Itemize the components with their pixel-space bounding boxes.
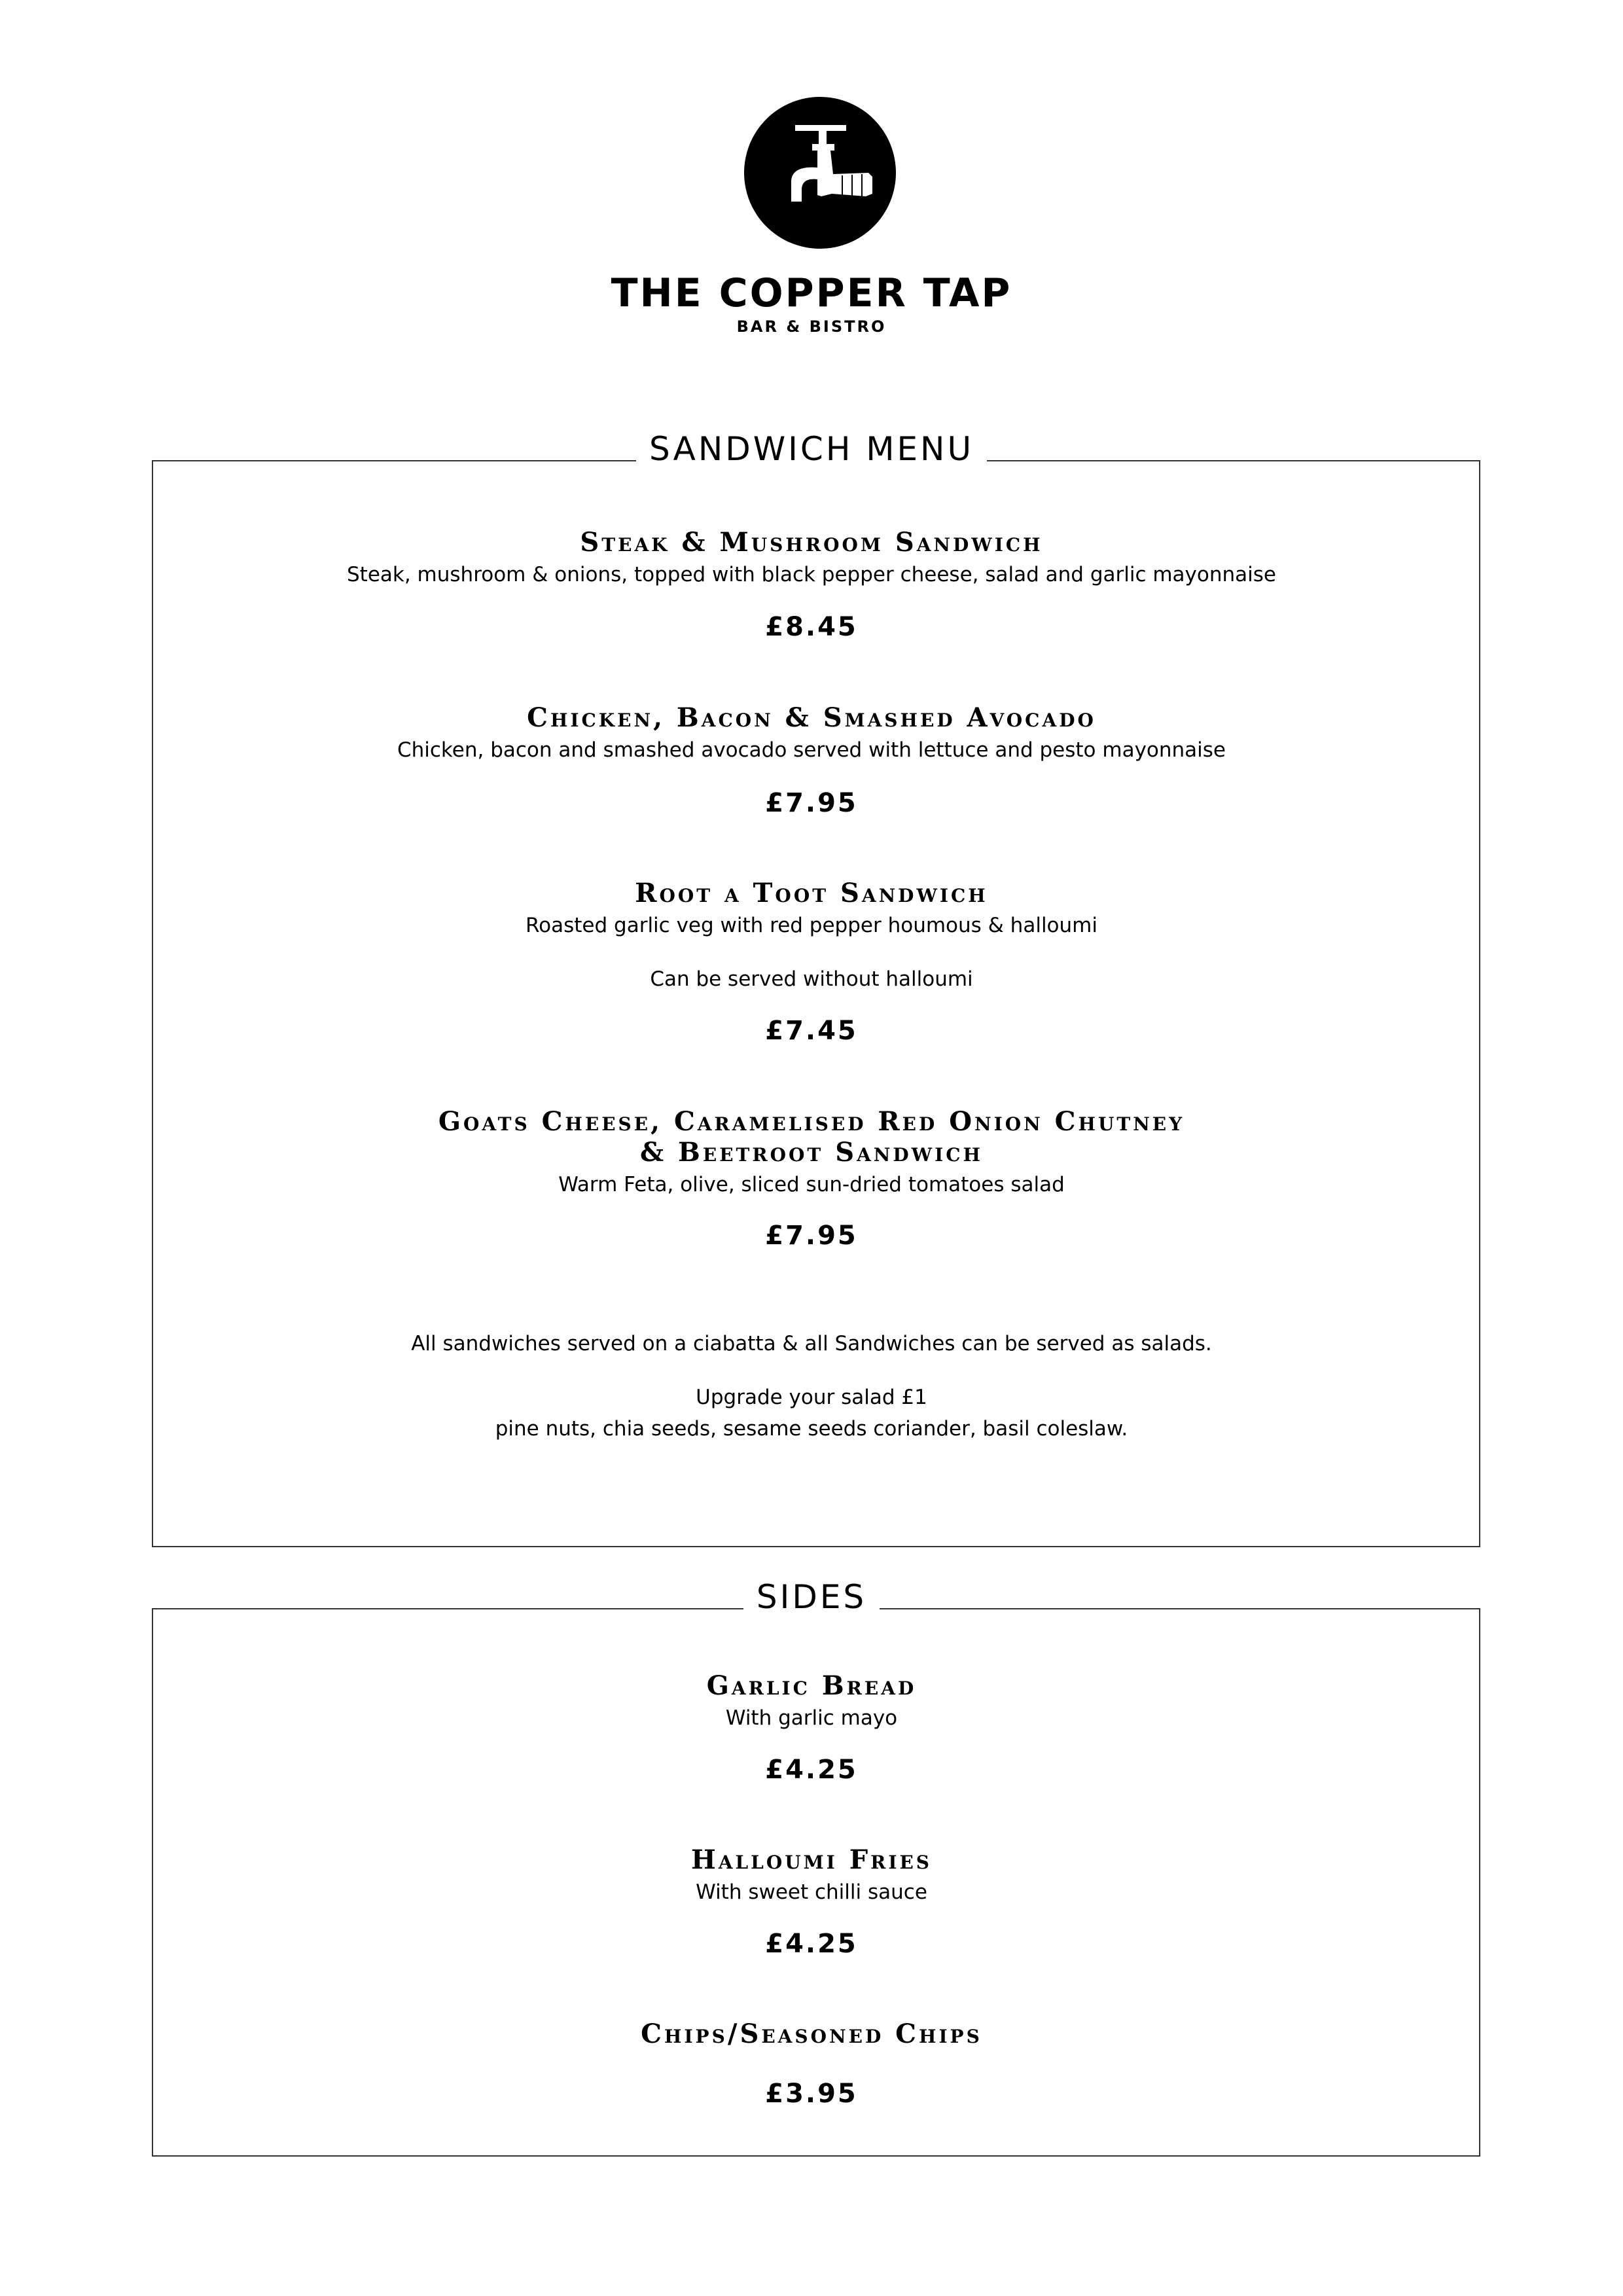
side-item-price: £4.25 <box>765 1755 858 1785</box>
side-item-price: £3.95 <box>765 2079 858 2109</box>
sandwich-menu-title: SANDWICH MENU <box>0 429 1623 469</box>
menu-item-name: Root a Toot Sandwich <box>635 878 988 908</box>
sandwich-footnote: All sandwiches served on a ciabatta & all Sandwiches can be served as salads. <box>411 1332 1212 1355</box>
menu-item-name: Steak & Mushroom Sandwich <box>580 527 1043 558</box>
restaurant-subtitle: BAR & BISTRO <box>736 317 887 336</box>
side-item-description: With sweet chilli sauce <box>696 1880 927 1904</box>
upgrade-title: Upgrade your salad £1 <box>696 1386 927 1409</box>
menu-item-name: Chicken, Bacon & Smashed Avocado <box>527 702 1096 733</box>
side-item-price: £4.25 <box>765 1929 858 1959</box>
side-item-description: With garlic mayo <box>725 1706 898 1730</box>
menu-item-note: Can be served without halloumi <box>650 967 973 991</box>
menu-item-name: Goats Cheese, Caramelised Red Onion Chutney <box>438 1106 1185 1137</box>
menu-item-price: £7.45 <box>765 1016 858 1046</box>
sides-title: SIDES <box>0 1577 1623 1617</box>
menu-item-description: Roasted garlic veg with red pepper houmous & halloumi <box>526 914 1097 937</box>
menu-item-price: £8.45 <box>765 612 858 642</box>
menu-item-price: £7.95 <box>765 1221 858 1251</box>
menu-item-name-continued: & Beetroot Sandwich <box>640 1137 983 1168</box>
logo <box>744 97 896 249</box>
restaurant-name: THE COPPER TAP <box>611 270 1012 316</box>
tap-icon <box>744 97 896 249</box>
upgrade-options: pine nuts, chia seeds, sesame seeds coriander, basil coleslaw. <box>495 1417 1128 1441</box>
side-item-name: Halloumi Fries <box>690 1844 933 1875</box>
menu-item-price: £7.95 <box>765 788 858 818</box>
menu-item-description: Steak, mushroom & onions, topped with black pepper cheese, salad and garlic mayonnaise <box>346 563 1276 586</box>
menu-item-description: Warm Feta, olive, sliced sun-dried tomatoes salad <box>558 1173 1065 1196</box>
menu-item-description: Chicken, bacon and smashed avocado served with lettuce and pesto mayonnaise <box>397 738 1226 762</box>
side-item-name: Garlic Bread <box>706 1670 917 1701</box>
side-item-name: Chips/Seasoned Chips <box>641 2018 982 2049</box>
